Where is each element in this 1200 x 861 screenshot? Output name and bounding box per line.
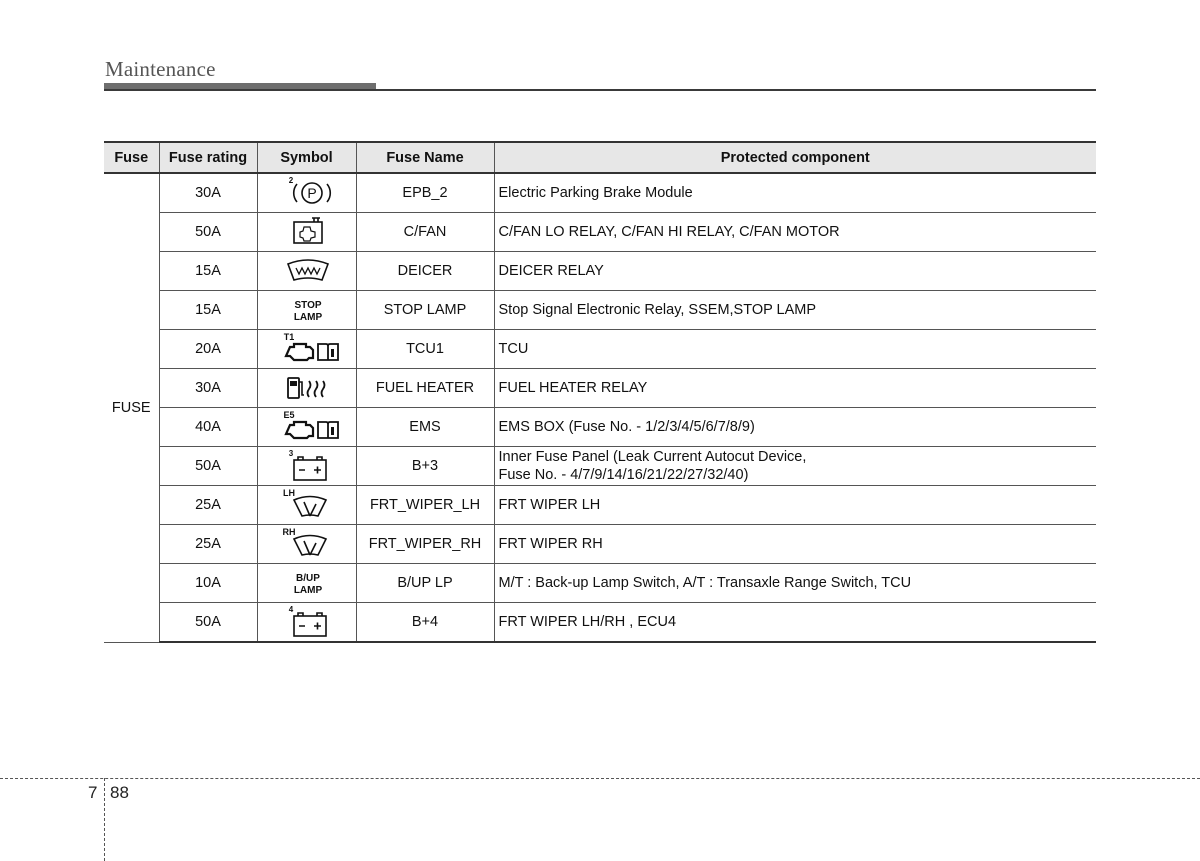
wiper-icon: [258, 486, 358, 524]
protected-component-cell: [494, 408, 1096, 447]
protected-component-line-1: Inner Fuse Panel (Leak Current Autocut Device,: [498, 449, 807, 465]
column-header-protected-component: Protected component: [494, 142, 1096, 173]
protected-component-line-1: TCU: [498, 341, 529, 357]
fuse-rating-cell: 15A: [159, 252, 257, 291]
page-number: 88: [110, 783, 129, 802]
footer-vertical-divider: [104, 778, 105, 861]
symbol-cell: [257, 408, 356, 447]
protected-component-line-1: Stop Signal Electronic Relay, SSEM,STOP LAMP: [498, 302, 817, 318]
symbol-label: LH: [282, 488, 295, 498]
column-header-symbol: Symbol: [257, 142, 356, 173]
protected-component-line-1: FUEL HEATER RELAY: [498, 380, 648, 396]
fuse-name-cell: TCU1: [356, 330, 494, 369]
protected-component-cell: [494, 252, 1096, 291]
fuse-name-cell: FRT_WIPER_LH: [356, 486, 494, 525]
table-row: [104, 603, 1096, 643]
fuse-rating-cell: 40A: [159, 408, 257, 447]
stop-lamp-text-icon: [258, 291, 358, 329]
protected-component-line-2: Fuse No. - 4/7/9/14/16/21/22/27/32/40): [498, 467, 749, 483]
table-row: [104, 525, 1096, 564]
symbol-label: E5: [282, 410, 295, 420]
column-header-fuse-name: Fuse Name: [356, 142, 494, 173]
protected-component-cell: [494, 291, 1096, 330]
protected-component-cell: [494, 213, 1096, 252]
symbol-label: RH: [282, 527, 295, 537]
symbol-cell: [257, 603, 356, 643]
symbol-cell: [257, 369, 356, 408]
wiper-icon: [258, 525, 358, 563]
symbol-label: 3: [288, 449, 293, 458]
fuse-rating-cell: 50A: [159, 447, 257, 486]
fuse-name-cell: C/FAN: [356, 213, 494, 252]
symbol-cell: [257, 525, 356, 564]
protected-component-line-1: FRT WIPER LH/RH , ECU4: [498, 614, 677, 630]
deicer-icon: [258, 252, 358, 290]
fuse-name-cell: STOP LAMP: [356, 291, 494, 330]
table-row: [104, 173, 1096, 213]
column-header-fuse-rating: Fuse rating: [159, 142, 257, 173]
parking-brake-icon: [258, 174, 358, 212]
protected-component-cell: [494, 330, 1096, 369]
engine-manual-icon: [258, 408, 358, 446]
symbol-label: 4: [288, 605, 293, 614]
fuse-rating-cell: 50A: [159, 213, 257, 252]
symbol-cell: [257, 486, 356, 525]
symbol-cell: [257, 291, 356, 330]
table-body: [104, 173, 1096, 642]
symbol-text-line-1: STOP: [293, 300, 322, 311]
table-row: [104, 447, 1096, 486]
fuse-rating-cell: 25A: [159, 525, 257, 564]
symbol-text-line-2: LAMP: [293, 312, 322, 323]
symbol-text-line-1: B/UP: [295, 573, 320, 584]
page-chapter: 7: [88, 783, 98, 802]
symbol-cell: [257, 330, 356, 369]
symbol-label: 2: [288, 176, 293, 185]
fuse-name-cell: B+3: [356, 447, 494, 486]
section-title: Maintenance: [105, 57, 216, 81]
fuel-heater-icon: [258, 369, 358, 407]
battery-icon: [258, 603, 358, 641]
protected-component-cell: [494, 525, 1096, 564]
protected-component-line-1: FRT WIPER RH: [498, 536, 603, 552]
fuse-rating-cell: 15A: [159, 291, 257, 330]
symbol-cell: [257, 564, 356, 603]
fuse-rating-cell: 30A: [159, 173, 257, 213]
column-header-fuse: Fuse: [104, 142, 159, 173]
symbol-cell: [257, 447, 356, 486]
protected-component-line-1: EMS BOX (Fuse No. - 1/2/3/4/5/6/7/8/9): [498, 419, 755, 435]
protected-component-line-1: DEICER RELAY: [498, 263, 604, 279]
symbol-cell: [257, 252, 356, 291]
fuse-group-label: FUSE: [104, 173, 159, 642]
table-row: [104, 213, 1096, 252]
table-row: [104, 369, 1096, 408]
fuse-rating-cell: 50A: [159, 603, 257, 643]
symbol-label: T1: [283, 332, 294, 342]
symbol-cell: [257, 213, 356, 252]
protected-component-cell: [494, 603, 1096, 643]
fuse-name-cell: B/UP LP: [356, 564, 494, 603]
protected-component-cell: [494, 369, 1096, 408]
table-row: [104, 252, 1096, 291]
table-row: [104, 564, 1096, 603]
backup-lamp-text-icon: [258, 564, 358, 602]
protected-component-cell: [494, 486, 1096, 525]
fuse-table: [104, 141, 1096, 643]
fuse-name-cell: EMS: [356, 408, 494, 447]
title-underline-thin: [104, 89, 1096, 91]
fuse-rating-cell: 25A: [159, 486, 257, 525]
table-row: [104, 291, 1096, 330]
fuse-name-cell: EPB_2: [356, 173, 494, 213]
fuse-name-cell: FRT_WIPER_RH: [356, 525, 494, 564]
table-row: [104, 408, 1096, 447]
protected-component-cell: [494, 173, 1096, 213]
cooling-fan-icon: [258, 213, 358, 251]
fuse-name-cell: FUEL HEATER: [356, 369, 494, 408]
table-row: [104, 486, 1096, 525]
battery-icon: [258, 447, 358, 485]
fuse-name-cell: B+4: [356, 603, 494, 643]
fuse-name-cell: DEICER: [356, 252, 494, 291]
protected-component-line-1: M/T : Back-up Lamp Switch, A/T : Transaxle Range Switch, TCU: [498, 575, 912, 591]
fuse-rating-cell: 20A: [159, 330, 257, 369]
table-header-row: [104, 142, 1096, 173]
protected-component-cell: [494, 564, 1096, 603]
engine-manual-icon: [258, 330, 358, 368]
footer-divider: [0, 778, 1200, 779]
protected-component-cell: [494, 447, 1096, 486]
protected-component-line-1: C/FAN LO RELAY, C/FAN HI RELAY, C/FAN MOTOR: [498, 224, 840, 240]
protected-component-line-1: FRT WIPER LH: [498, 497, 601, 513]
svg-text:P: P: [306, 185, 317, 201]
symbol-cell: [257, 173, 356, 213]
table-row: [104, 330, 1096, 369]
fuse-rating-cell: 30A: [159, 369, 257, 408]
fuse-rating-cell: 10A: [159, 564, 257, 603]
protected-component-line-1: Electric Parking Brake Module: [498, 185, 693, 201]
symbol-text-line-2: LAMP: [293, 585, 322, 596]
